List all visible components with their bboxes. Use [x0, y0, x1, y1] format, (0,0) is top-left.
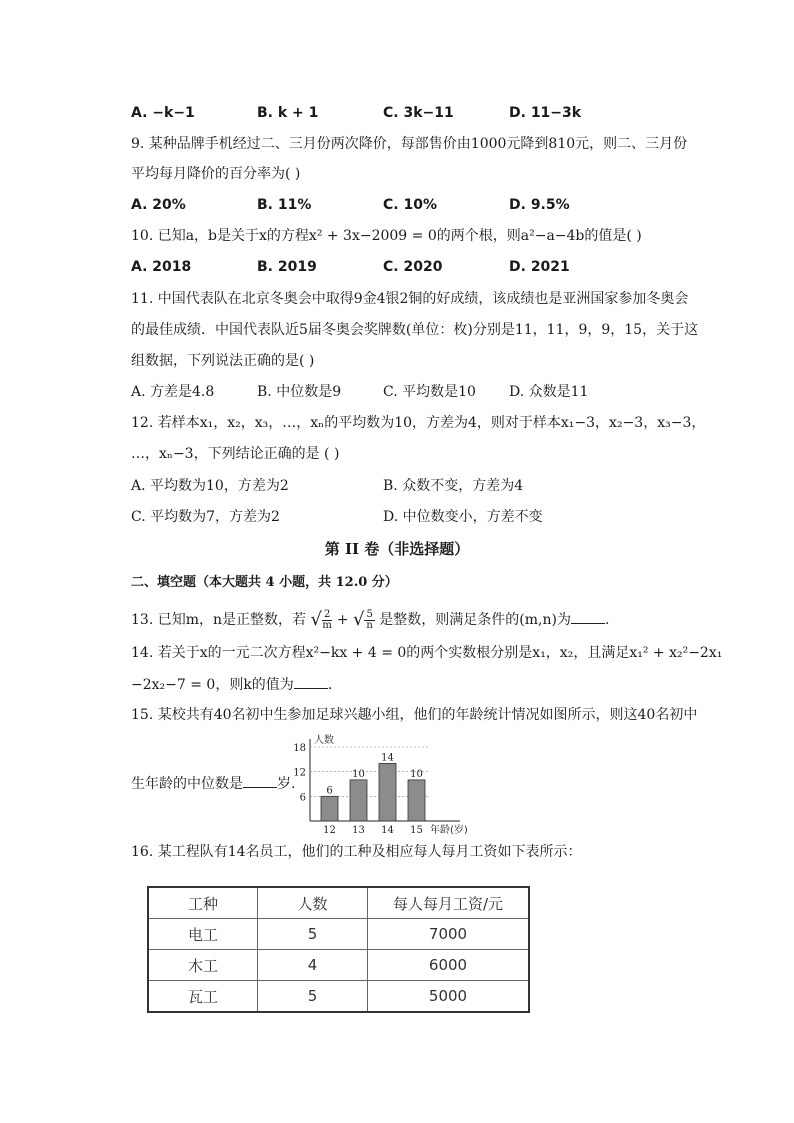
q12-option-a: A. 平均数为10，方差为2	[131, 478, 289, 494]
q15-unit: 岁.	[277, 776, 296, 792]
bar	[321, 796, 338, 821]
q14-text: −2x₂−7 = 0，则k的值为	[131, 677, 294, 693]
section-heading-fill-blank: 二、填空题（本大题共 4 小题，共 12.0 分）	[131, 575, 398, 590]
q13-fraction-1-numerator: 2	[323, 608, 331, 620]
q12-stem-line1: 12. 若样本x₁，x₂，x₃，…，xₙ的平均数为10，方差为4，则对于样本x₁−3，x₂−3，x₃−3，	[131, 415, 706, 431]
answer-blank[interactable]	[294, 674, 328, 689]
q13-text-post: 是整数，则满足条件的(m,n)为	[379, 612, 571, 628]
table-cell: 4	[258, 950, 368, 981]
y-tick-label: 18	[293, 743, 306, 754]
table-row	[148, 981, 529, 1013]
q9-option-b: B. 11%	[257, 197, 312, 213]
q14-stem-line1: 14. 若关于x的一元二次方程x²−kx + 4 = 0的两个实数根分别是x₁，x₂，且满足x₁² + x₂²−2x₁	[131, 645, 723, 661]
q11-stem-line2: 的最佳成绩．中国代表队近5届冬奥会奖牌数(单位：枚)分别是11，11，9，9，15，关于这	[131, 322, 699, 338]
table-cell: 5	[258, 919, 368, 950]
table-cell: 瓦工	[148, 981, 258, 1013]
q11-stem-line1: 11. 中国代表队在北京冬奥会中取得9金4银2铜的好成绩，该成绩也是亚洲国家参加冬奥会	[131, 291, 689, 307]
q15-stem-line1: 15. 某校共有40名初中生参加足球兴趣小组，他们的年龄统计情况如图所示，则这40名初中	[131, 707, 698, 723]
q9-stem-line1: 9. 某种品牌手机经过二、三月份两次降价，每部售价由1000元降到810元，则二、三月份	[131, 136, 688, 152]
table-header-cell: 工种	[148, 887, 258, 919]
q9-option-d: D. 9.5%	[509, 197, 570, 213]
part2-title: 第 II 卷（非选择题）	[324, 540, 470, 558]
q12-stem-line2: …，xₙ−3，下列结论正确的是 ( )	[131, 446, 340, 462]
table-header-cell: 每人每月工资/元	[368, 887, 530, 919]
data-label: 10	[410, 768, 423, 780]
q13-fraction-1	[322, 610, 332, 631]
age-bar-chart	[282, 731, 482, 837]
x-tick-label: 12	[323, 825, 336, 836]
q11-option-d: D. 众数是11	[509, 384, 589, 400]
q15-text: 生年龄的中位数是	[131, 776, 243, 792]
sqrt-icon: √	[352, 609, 365, 630]
table-header-cell: 人数	[258, 887, 368, 919]
data-label: 14	[381, 752, 394, 764]
q13-fraction-1-denominator: m	[322, 619, 332, 631]
q10-option-a: A. 2018	[131, 259, 192, 275]
table-cell: 5000	[368, 981, 530, 1013]
table-header-row	[148, 887, 529, 919]
q13-fraction-2-denominator: n	[366, 619, 373, 631]
answer-blank[interactable]	[243, 773, 277, 788]
q16-stem: 16. 某工程队有14名员工，他们的工种及相应每人每月工资如下表所示：	[131, 844, 582, 860]
y-tick-label: 6	[299, 792, 306, 804]
sqrt-icon: √	[310, 609, 322, 630]
q8-option-b: B. k + 1	[257, 105, 319, 121]
q10-option-d: D. 2021	[509, 259, 570, 275]
q8-option-a: A. −k−1	[131, 105, 195, 121]
y-axis-label: 人数	[314, 735, 334, 746]
q12-option-c: C. 平均数为7，方差为2	[131, 509, 280, 525]
q8-option-d: D. 11−3k	[509, 105, 582, 121]
q13-period: .	[604, 612, 610, 628]
answer-blank[interactable]	[571, 609, 605, 624]
table-row	[148, 919, 529, 950]
q9-stem-line2: 平均每月降价的百分率为( )	[131, 166, 301, 182]
x-tick-label: 15	[410, 825, 423, 836]
x-tick-label: 13	[352, 825, 365, 836]
bar	[350, 780, 367, 821]
q11-option-a: A. 方差是4.8	[131, 384, 215, 400]
bar	[408, 780, 425, 821]
q10-option-b: B. 2019	[257, 259, 317, 275]
q13-stem	[131, 602, 609, 638]
q8-option-c: C. 3k−11	[383, 105, 454, 121]
q9-option-c: C. 10%	[383, 197, 437, 213]
table-cell: 电工	[148, 919, 258, 950]
q11-stem-line3: 组数据，下列说法正确的是( )	[131, 353, 315, 369]
q12-option-d: D. 中位数变小，方差不变	[383, 509, 543, 525]
q11-option-b: B. 中位数是9	[257, 384, 342, 400]
q10-option-c: C. 2020	[383, 259, 443, 275]
table-cell: 木工	[148, 950, 258, 981]
q9-option-a: A. 20%	[131, 197, 186, 213]
table-cell: 5	[258, 981, 368, 1013]
x-tick-label: 14	[381, 825, 394, 836]
q15-stem-line2	[131, 773, 295, 794]
q11-option-c: C. 平均数是10	[383, 384, 476, 400]
q10-stem: 10. 已知a，b是关于x的方程x² + 3x−2009 = 0的两个根，则a²−a−4b的值是( )	[131, 228, 642, 244]
q13-fraction-2	[364, 610, 374, 631]
q14-stem-line2	[131, 674, 332, 695]
q14-period: .	[327, 677, 333, 693]
q12-option-b: B. 众数不变，方差为4	[383, 478, 524, 494]
y-tick-label: 12	[293, 767, 306, 779]
table-row	[148, 950, 529, 981]
q13-text-pre: 13. 已知m，n是正整数，若	[131, 612, 307, 628]
x-axis-label: 年龄(岁)	[430, 825, 468, 836]
q13-plus: +	[336, 612, 349, 628]
data-label: 6	[326, 785, 333, 797]
table-cell: 6000	[368, 950, 530, 981]
table-cell: 7000	[368, 919, 530, 950]
q13-fraction-2-numerator: 5	[366, 608, 373, 620]
bar	[379, 763, 396, 821]
wage-table	[147, 886, 530, 1013]
data-label: 10	[352, 768, 365, 780]
